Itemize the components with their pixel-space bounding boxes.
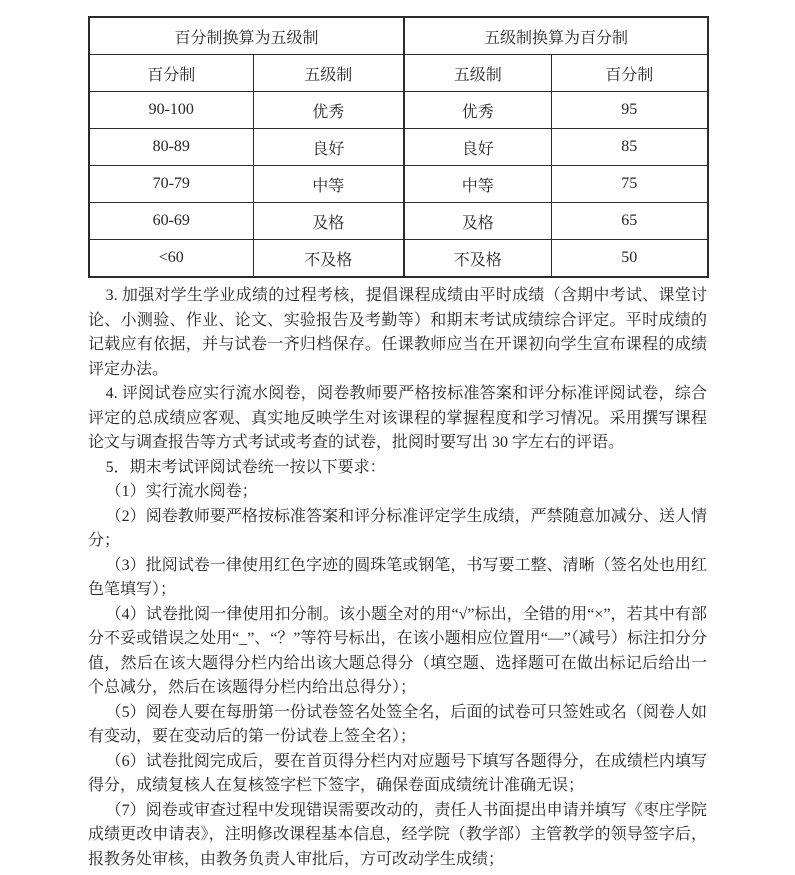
group-header-percent-to-five: 百分制换算为五级制	[89, 17, 404, 55]
table-cell: 不及格	[253, 240, 404, 278]
table-cell: 60-69	[89, 203, 253, 240]
list-item-6: （6）试卷批阅完成后，要在首页得分栏内对应题号下填写各题得分，在成绩栏内填写得分，成绩复核人在复核签字栏下签字，确保卷面成绩统计准确无误；	[88, 752, 707, 794]
column-header-percent-right: 百分制	[551, 55, 708, 92]
paragraph-item-3: 3. 加强对学生学业成绩的过程考核，提倡课程成绩由平时成绩（含期中考试、课堂讨论、小测验、作业、论文、实验报告及考勤等）和期末考试成绩综合评定。平时成绩的记载应有依据，并与试卷一齐归档保存。任课教师应当在开课初向学生宣布课程的成绩评定办法。	[88, 287, 707, 378]
grade-conversion-table	[88, 16, 709, 278]
group-header-five-to-percent: 五级制换算为百分制	[404, 17, 708, 55]
table-group-header-row	[89, 17, 708, 55]
table-cell: 优秀	[404, 92, 551, 129]
list-item-1: （1）实行流水阅卷；	[105, 483, 258, 500]
table-cell: 85	[551, 129, 708, 166]
table-cell: 95	[551, 92, 708, 129]
table-cell: 70-79	[89, 166, 253, 203]
document-body	[88, 284, 707, 872]
table-row	[89, 166, 708, 203]
table-cell: 及格	[404, 203, 551, 240]
table-row	[89, 129, 708, 166]
table-cell: 65	[551, 203, 708, 240]
table-cell: 90-100	[89, 92, 253, 129]
list-item-7: （7）阅卷或审查过程中发现错误需要改动的，责任人书面提出申请并填写《枣庄学院成绩更改申请表》，注明修改课程基本信息，经学院（教学部）主管教学的领导签字后，报教务处审核，由教务负责人审批后，方可改动学生成绩；	[88, 801, 707, 868]
document-content	[88, 16, 707, 872]
column-header-percent-left: 百分制	[89, 55, 253, 92]
paragraph-item-5: 5．期末考试评阅试卷统一按以下要求：	[105, 458, 386, 476]
list-item-3: （3）批阅试卷一律使用红色字迹的圆珠笔或钢笔，书写要工整、清晰（签名处也用红色笔填写）；	[88, 556, 707, 598]
table-cell: <60	[89, 240, 253, 278]
table-row	[89, 92, 708, 129]
list-item-2: （2）阅卷教师要严格按标准答案和评分标准评定学生成绩，严禁随意加减分、送人情分；	[88, 507, 707, 549]
list-item-5: （5）阅卷人要在每册第一份试卷签名处签全名，后面的试卷可只签姓或名（阅卷人如有变动，要在变动后的第一份试卷上签全名）；	[88, 703, 707, 745]
table-cell: 80-89	[89, 129, 253, 166]
table-row	[89, 203, 708, 240]
table-cell: 中等	[404, 166, 551, 203]
list-item-4: （4）试卷批阅一律使用扣分制。该小题全对的用“√”标出，全错的用“×”，若其中有部分不妥或错误之处用“_”、“？”等符号标出，在该小题相应位置用“—”（减号）标注扣分分值，然后在该大题得分栏内给出该大题总得分（填空题、选择题可在做出标记后给出一个总减分，然后在该题得分栏内给出总得分）；	[88, 605, 707, 696]
table-cell: 良好	[253, 129, 404, 166]
table-cell: 75	[551, 166, 708, 203]
table-cell: 及格	[253, 203, 404, 240]
table-cell: 良好	[404, 129, 551, 166]
table-row	[89, 240, 708, 278]
table-column-header-row	[89, 55, 708, 92]
paragraph-item-4: 4. 评阅试卷应实行流水阅卷，阅卷教师要严格按标准答案和评分标准评阅试卷，综合评定的总成绩应客观、真实地反映学生对该课程的掌握程度和学习情况。采用撰写课程论文与调查报告等方式考试或考查的试卷，批阅时要写出 30 字左右的评语。	[88, 385, 707, 451]
table-cell: 优秀	[253, 92, 404, 129]
column-header-five-right: 五级制	[404, 55, 551, 92]
table-cell: 中等	[253, 166, 404, 203]
table-cell: 不及格	[404, 240, 551, 278]
column-header-five-left: 五级制	[253, 55, 404, 92]
table-cell: 50	[551, 240, 708, 278]
